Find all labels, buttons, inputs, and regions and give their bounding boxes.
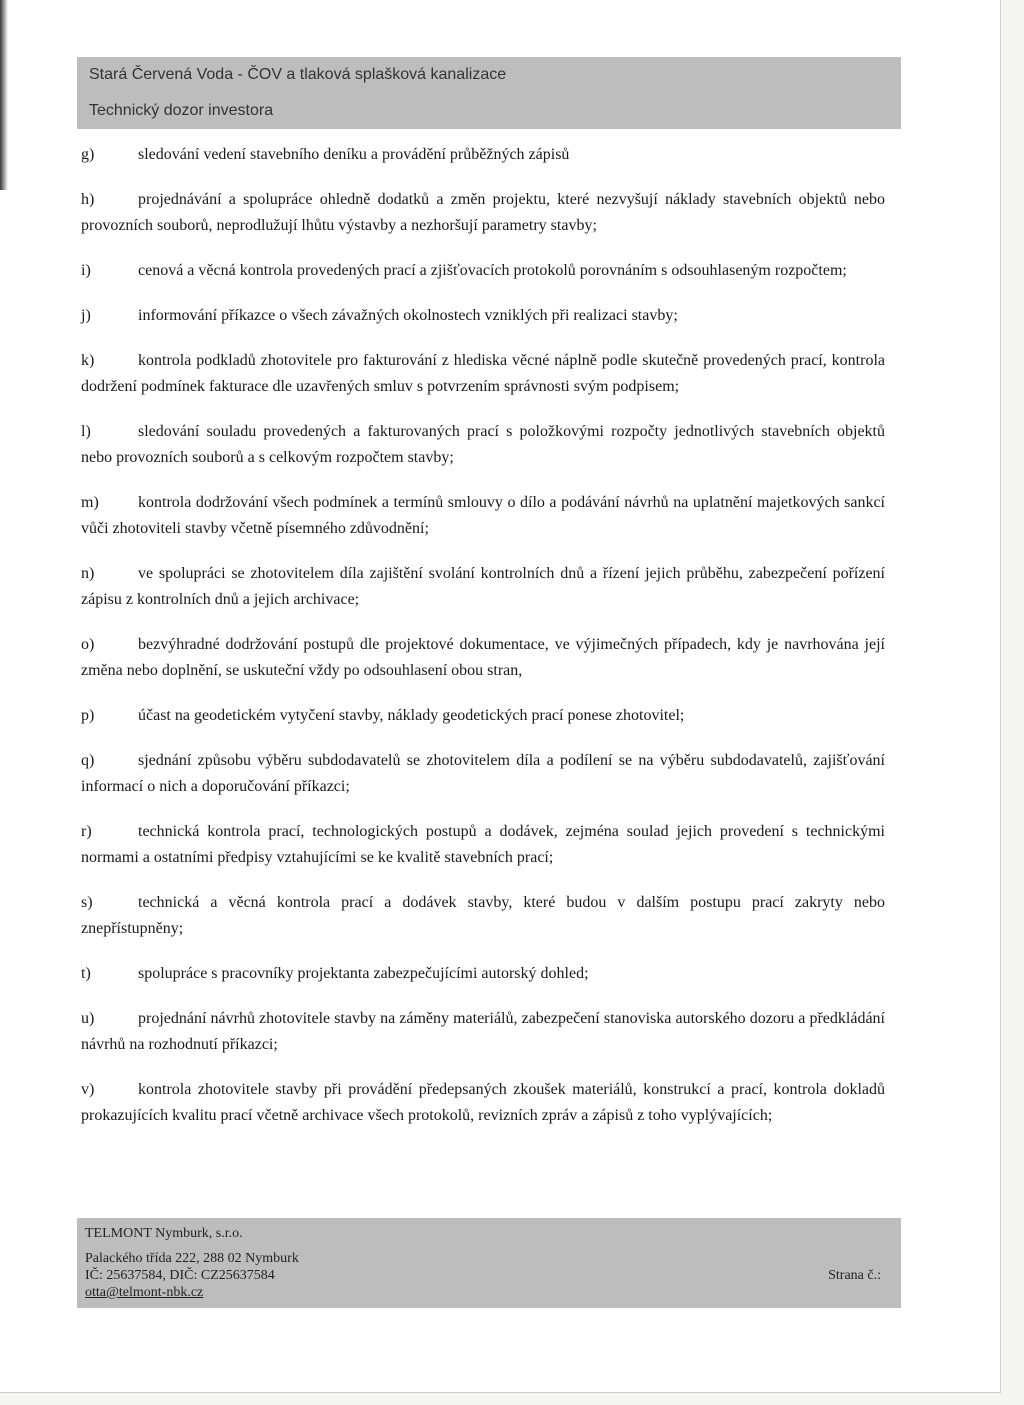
list-item-label: i)	[81, 262, 91, 279]
list-item-text: kontrola zhotovitele stavby při provádění předepsaných zkoušek materiálů, konstrukcí a prací, kontrola dokladů prokazujících kvalitu prací včetně archivace všech protokolů, revizních zpráv a zápisů z toho vyplývajících;	[81, 1081, 885, 1124]
list-item-label: n)	[81, 565, 95, 582]
list-item-text: informování příkazce o všech závažných okolnostech vzniklých při realizaci stavby;	[138, 307, 678, 324]
list-item-text: projednání návrhů zhotovitele stavby na záměny materiálů, zabezpečení stanoviska autorského dozoru a předkládání návrhů na rozhodnutí příkazci;	[81, 1010, 885, 1053]
list-item	[81, 1006, 885, 1058]
list-item	[81, 142, 885, 168]
list-item-text: kontrola podkladů zhotovitele pro fakturování z hlediska věcné náplně podle skutečně provedených prací, kontrola dodržení podmínek fakturace dle uzavřených smluv s potvrzením správnosti svým podpisem;	[81, 352, 885, 395]
list-item-label: v)	[81, 1081, 95, 1098]
footer-address: Palackého třída 222, 288 02 Nymburk	[85, 1251, 299, 1266]
list-item-text: sledování souladu provedených a fakturovaných prací s položkovými rozpočty jednotlivých stavebních objektů nebo provozních souborů a s celkovým rozpočtem stavby;	[81, 423, 885, 466]
list-item	[81, 890, 885, 942]
list-item-label: t)	[81, 965, 91, 982]
list-item	[81, 1077, 885, 1129]
page-footer	[77, 1218, 901, 1308]
list-item-text: účast na geodetickém vytyčení stavby, náklady geodetických prací ponese zhotovitel;	[138, 707, 685, 724]
list-item	[81, 187, 885, 239]
list-item-label: m)	[81, 494, 99, 511]
list-item	[81, 490, 885, 542]
list-item	[81, 303, 885, 329]
item-list	[81, 142, 885, 1148]
list-item-text: technická kontrola prací, technologických postupů a dodávek, zejména soulad jejich provedení s technickými normami a ostatními předpisy vztahujícími se ke kvalitě stavebních prací;	[81, 823, 885, 866]
list-item	[81, 703, 885, 729]
list-item-label: k)	[81, 352, 95, 369]
list-item-label: j)	[81, 307, 91, 324]
list-item-label: o)	[81, 636, 95, 653]
list-item-label: g)	[81, 146, 95, 163]
list-item-text: technická a věcná kontrola prací a dodávek stavby, které budou v dalším postupu prací zakryty nebo znepřístupněny;	[81, 894, 885, 937]
footer-ids: IČ: 25637584, DIČ: CZ25637584	[85, 1268, 275, 1283]
header-subtitle: Technický dozor investora	[89, 102, 274, 119]
list-item-text: ve spolupráci se zhotovitelem díla zajištění svolání kontrolních dnů a řízení jejich průběhu, zabezpečení pořízení zápisu z kontrolních dnů a jejich archivace;	[81, 565, 885, 608]
list-item	[81, 561, 885, 613]
list-item-text: spolupráce s pracovníky projektanta zabezpečujícími autorský dohled;	[138, 965, 589, 982]
page-header	[77, 57, 901, 129]
footer-company: TELMONT Nymburk, s.r.o.	[85, 1226, 243, 1241]
header-title: Stará Červená Voda - ČOV a tlaková splašková kanalizace	[89, 66, 507, 83]
list-item	[81, 748, 885, 800]
list-item-text: projednávání a spolupráce ohledně dodatků a změn projektu, které nezvyšují náklady stavebních objektů nebo provozních souborů, neprodlužují lhůtu výstavby a nezhoršují parametry stavby;	[81, 191, 885, 234]
list-item-label: r)	[81, 823, 92, 840]
list-item-label: s)	[81, 894, 93, 911]
list-item-label: u)	[81, 1010, 95, 1027]
list-item-text: bezvýhradné dodržování postupů dle projektové dokumentace, ve výjimečných případech, kdy je navrhována její změna nebo doplnění, se uskuteční vždy po odsouhlasení obou stran,	[81, 636, 885, 679]
list-item-text: sledování vedení stavebního deníku a provádění průběžných zápisů	[138, 146, 570, 163]
list-item	[81, 348, 885, 400]
footer-page-label: Strana č.:	[828, 1268, 881, 1283]
list-item	[81, 961, 885, 987]
list-item	[81, 632, 885, 684]
list-item	[81, 258, 885, 284]
list-item	[81, 419, 885, 471]
list-item	[81, 819, 885, 871]
list-item-label: q)	[81, 752, 95, 769]
scan-edge	[0, 0, 8, 190]
footer-email-link[interactable]: otta@telmont-nbk.cz	[85, 1285, 204, 1300]
list-item-label: p)	[81, 707, 95, 724]
list-item-text: cenová a věcná kontrola provedených prací a zjišťovacích protokolů porovnáním s odsouhlaseným rozpočtem;	[138, 262, 847, 279]
list-item-label: l)	[81, 423, 91, 440]
list-item-label: h)	[81, 191, 95, 208]
list-item-text: sjednání způsobu výběru subdodavatelů se zhotovitelem díla a podílení se na výběru subdodavatelů, zajišťování informací o nich a doporučování příkazci;	[81, 752, 885, 795]
list-item-text: kontrola dodržování všech podmínek a termínů smlouvy o dílo a podávání návrhů na uplatnění majetkových sankcí vůči zhotoviteli stavby včetně písemného zdůvodnění;	[81, 494, 885, 537]
